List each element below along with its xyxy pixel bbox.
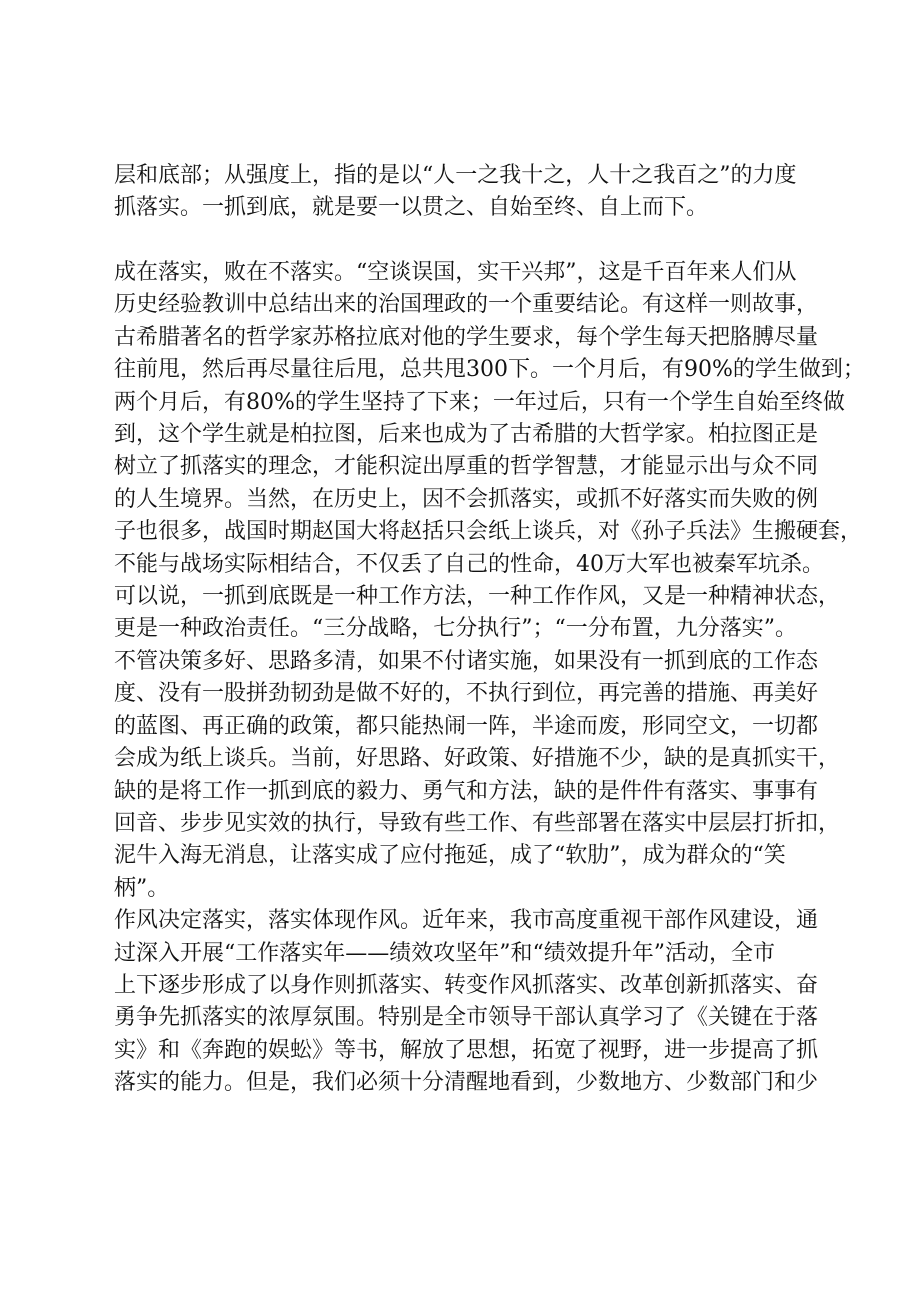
- text-line: 子也很多，战国时期赵国大将赵括只会纸上谈兵，对《孙子兵法》生搬硬套，: [114, 519, 863, 545]
- text-line: 回音、步步见实效的执行，导致有些工作、有些部署在落实中层层打折扣，: [114, 810, 841, 836]
- text-line: 更是一种政治责任。“三分战略，七分执行”；“一分布置，九分落实”。: [114, 616, 797, 642]
- continuation-paragraph: [114, 160, 820, 225]
- text-line: 泥牛入海无消息，让落实成了应付拖延，成了“软肋”，成为群众的“笑: [114, 843, 786, 869]
- text-line: 实》和《奔跑的娱蚣》等书，解放了思想，拓宽了视野，进一步提高了抓: [114, 1037, 819, 1063]
- text-line: 落实的能力。但是，我们必须十分清醒地看到，少数地方、少数部门和少: [114, 1070, 819, 1096]
- text-line: 两个月后，有80%的学生坚持了下来；一年过后，只有一个学生自始至终做: [114, 389, 845, 415]
- text-line: 抓落实。一抓到底，就是要一以贯之、自始至终、自上而下。: [114, 195, 709, 221]
- text-line: 往前甩，然后再尽量往后甩，总共甩300下。一个月后，有90%的学生做到；: [114, 357, 865, 383]
- text-line: 度、没有一股拼劲韧劲是做不好的，不执行到位，再完善的措施、再美好: [114, 681, 819, 707]
- text-line: 的蓝图、再正确的政策，都只能热闹一阵，半途而废，形同空文，一切都: [114, 713, 819, 739]
- text-line: 不能与战场实际相结合，不仅丢了自己的性命，40万大军也被秦军坑杀。: [114, 551, 824, 577]
- text-line: 到，这个学生就是柏拉图，后来也成为了古希腊的大哲学家。柏拉图正是: [114, 422, 819, 448]
- text-line: 树立了抓落实的理念，才能积淀出厚重的哲学智慧，才能显示出与众不同: [114, 454, 819, 480]
- text-line: 会成为纸上谈兵。当前，好思路、好政策、好措施不少，缺的是真抓实干，: [114, 746, 841, 772]
- text-line: 勇争先抓落实的浓厚氛围。特别是全市领导干部认真学习了《关键在于落: [114, 1005, 819, 1031]
- text-line: 成在落实，败在不落实。“空谈误国，实干兴邦”，这是千百年来人们从: [114, 260, 797, 285]
- text-line: 过深入开展“工作落实年——绩效攻坚年”和“绩效提升年”活动，全市: [114, 940, 775, 966]
- text-line: 古希腊著名的哲学家苏格拉底对他的学生要求，每个学生每天把胳膊尽量: [114, 324, 819, 350]
- text-line: 的人生境界。当然，在历史上，因不会抓落实，或抓不好落实而失败的例: [114, 486, 819, 512]
- text-line: 柄”。: [114, 875, 170, 901]
- text-line: 作风决定落实，落实体现作风。近年来，我市高度重视干部作风建设，通: [114, 908, 819, 934]
- text-line: 可以说，一抓到底既是一种工作方法，一种工作作风，又是一种精神状态，: [114, 584, 841, 610]
- text-line: 历史经验教训中总结出来的治国理政的一个重要结论。有这样一则故事，: [114, 292, 819, 318]
- text-line: 不管决策多好、思路多清，如果不付诸实施，如果没有一抓到底的工作态: [114, 648, 819, 674]
- main-text-block: [114, 257, 865, 1100]
- text-line: 缺的是将工作一抓到底的毅力、勇气和方法，缺的是件件有落实、事事有: [114, 778, 819, 804]
- text-line: 上下逐步形成了以身作则抓落实、转变作风抓落实、改革创新抓落实、奋: [114, 972, 819, 998]
- text-line: 层和底部；从强度上，指的是以“人一之我十之，人十之我百之”的力度: [114, 163, 797, 188]
